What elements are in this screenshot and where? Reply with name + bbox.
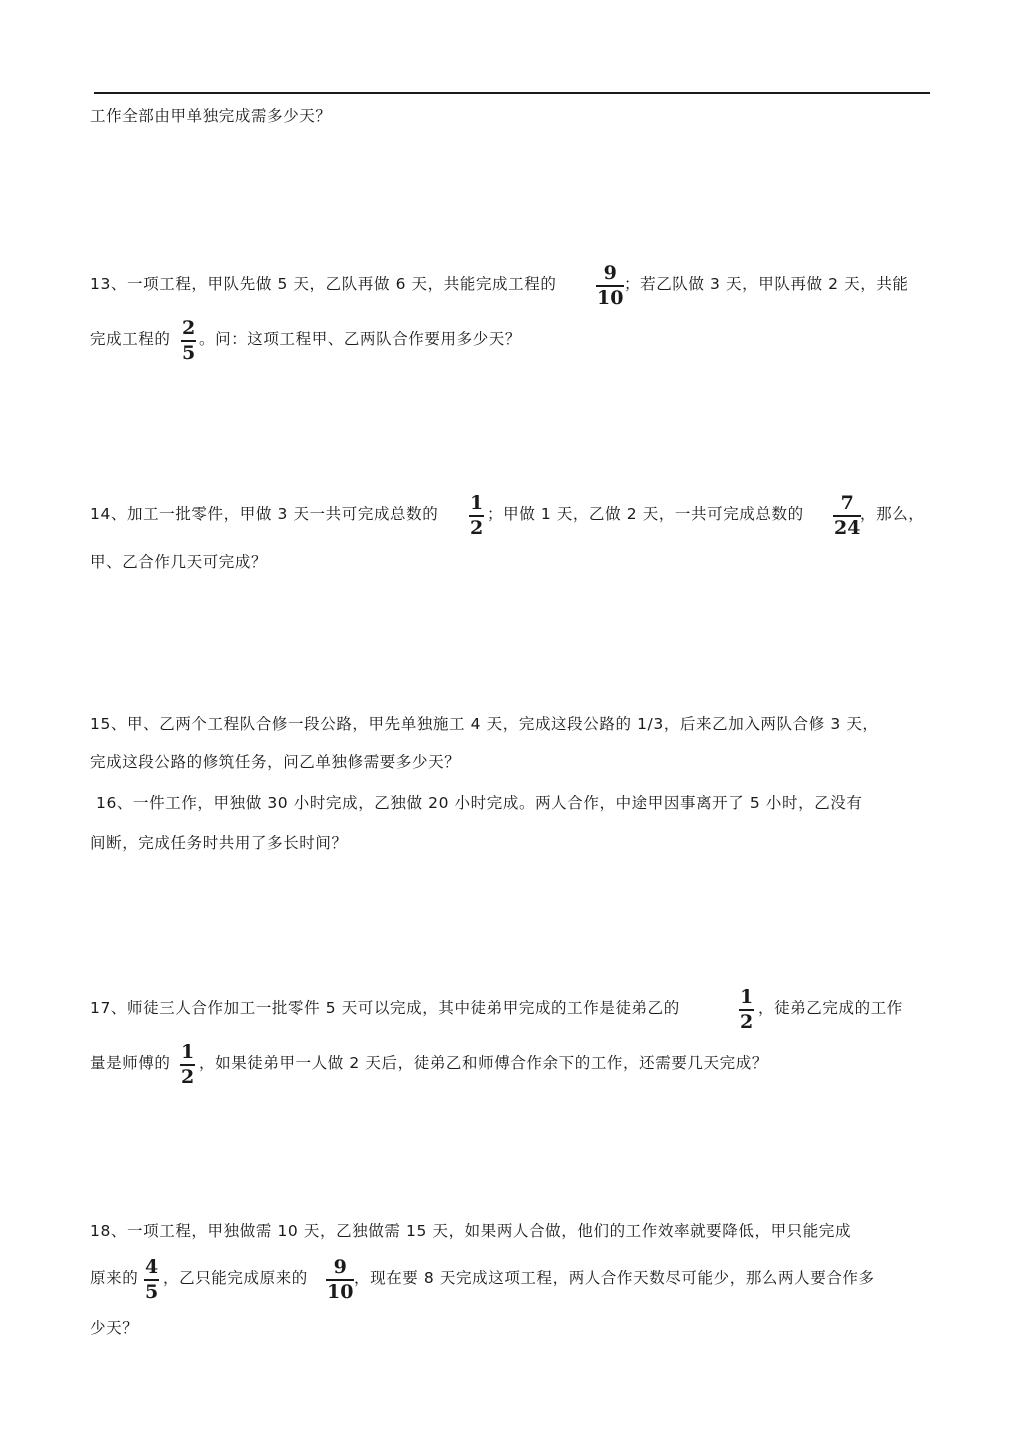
q13-fraction-2 xyxy=(181,318,196,364)
q17-fraction-1 xyxy=(739,987,754,1033)
fraction-numerator: 2 xyxy=(182,317,196,339)
q17-line1b: ，徒弟乙完成的工作 xyxy=(758,999,903,1017)
fraction-numerator: 1 xyxy=(181,1041,195,1063)
q13-line1b: ；若乙队做 3 天，甲队再做 2 天，共能 xyxy=(624,275,909,293)
fraction-denominator: 10 xyxy=(327,1280,354,1303)
fraction-denominator: 24 xyxy=(834,516,861,539)
fraction-numerator: 1 xyxy=(740,986,754,1008)
q13-line2a: 完成工程的 xyxy=(90,330,171,348)
q14-line1a: 14、加工一批零件，甲做 3 天一共可完成总数的 xyxy=(90,505,439,523)
q14-fraction-1 xyxy=(469,493,484,539)
q13-line2b: 。问：这项工程甲、乙两队合作要用多少天？ xyxy=(199,330,522,348)
q17-line2b: ，如果徒弟甲一人做 2 天后，徒弟乙和师傅合作余下的工作，还需要几天完成？ xyxy=(199,1054,768,1072)
q18-line3: 少天？ xyxy=(90,1319,139,1337)
q14-line2: 甲、乙合作几天可完成？ xyxy=(90,553,268,571)
q18-fraction-1 xyxy=(144,1257,159,1303)
q17-fraction-2 xyxy=(180,1042,195,1088)
q18-line1: 18、一项工程，甲独做需 10 天，乙独做需 15 天，如果两人合做，他们的工作效率就要降低，甲只能完成 xyxy=(90,1222,852,1240)
q16-line2: 间断，完成任务时共用了多长时间？ xyxy=(90,834,348,852)
q18-line2c: ，现在要 8 天完成这项工程，两人合作天数尽可能少，那么两人要合作多 xyxy=(354,1269,875,1287)
fraction-denominator: 2 xyxy=(470,516,484,539)
q16-line1: 16、一件工作，甲独做 30 小时完成，乙独做 20 小时完成。两人合作，中途甲因事离开了 5 小时，乙没有 xyxy=(96,794,863,812)
q13-fraction-1 xyxy=(596,263,624,309)
fraction-numerator: 4 xyxy=(145,1256,159,1278)
fraction-numerator: 1 xyxy=(470,492,484,514)
fraction-denominator: 2 xyxy=(740,1010,754,1033)
q17-line2a: 量是师傅的 xyxy=(90,1054,171,1072)
q17-line1a: 17、师徒三人合作加工一批零件 5 天可以完成，其中徒弟甲完成的工作是徒弟乙的 xyxy=(90,999,680,1017)
fraction-denominator: 10 xyxy=(597,286,624,309)
q13-line1a: 13、一项工程，甲队先做 5 天，乙队再做 6 天，共能完成工程的 xyxy=(90,275,557,293)
fraction-numerator: 9 xyxy=(603,262,617,284)
fraction-denominator: 5 xyxy=(182,341,196,364)
q12-line1: 工作全部由甲单独完成需多少天？ xyxy=(90,107,332,125)
fraction-numerator: 9 xyxy=(333,1256,347,1278)
q18-line2b: ，乙只能完成原来的 xyxy=(163,1269,308,1287)
q14-line1c: ，那么， xyxy=(860,505,925,523)
fraction-numerator: 7 xyxy=(840,492,854,514)
q18-line2a: 原来的 xyxy=(90,1269,139,1287)
q14-fraction-2 xyxy=(833,493,861,539)
q15-line1: 15、甲、乙两个工程队合修一段公路，甲先单独施工 4 天，完成这段公路的 1/3，后来乙加入两队合修 3 天， xyxy=(90,715,879,733)
fraction-denominator: 5 xyxy=(145,1280,159,1303)
header-rule xyxy=(94,92,930,94)
q14-line1b: ；甲做 1 天，乙做 2 天，一共可完成总数的 xyxy=(487,505,804,523)
fraction-denominator: 2 xyxy=(181,1065,195,1088)
q15-line2: 完成这段公路的修筑任务，问乙单独修需要多少天？ xyxy=(90,753,461,771)
q18-fraction-2 xyxy=(326,1257,354,1303)
